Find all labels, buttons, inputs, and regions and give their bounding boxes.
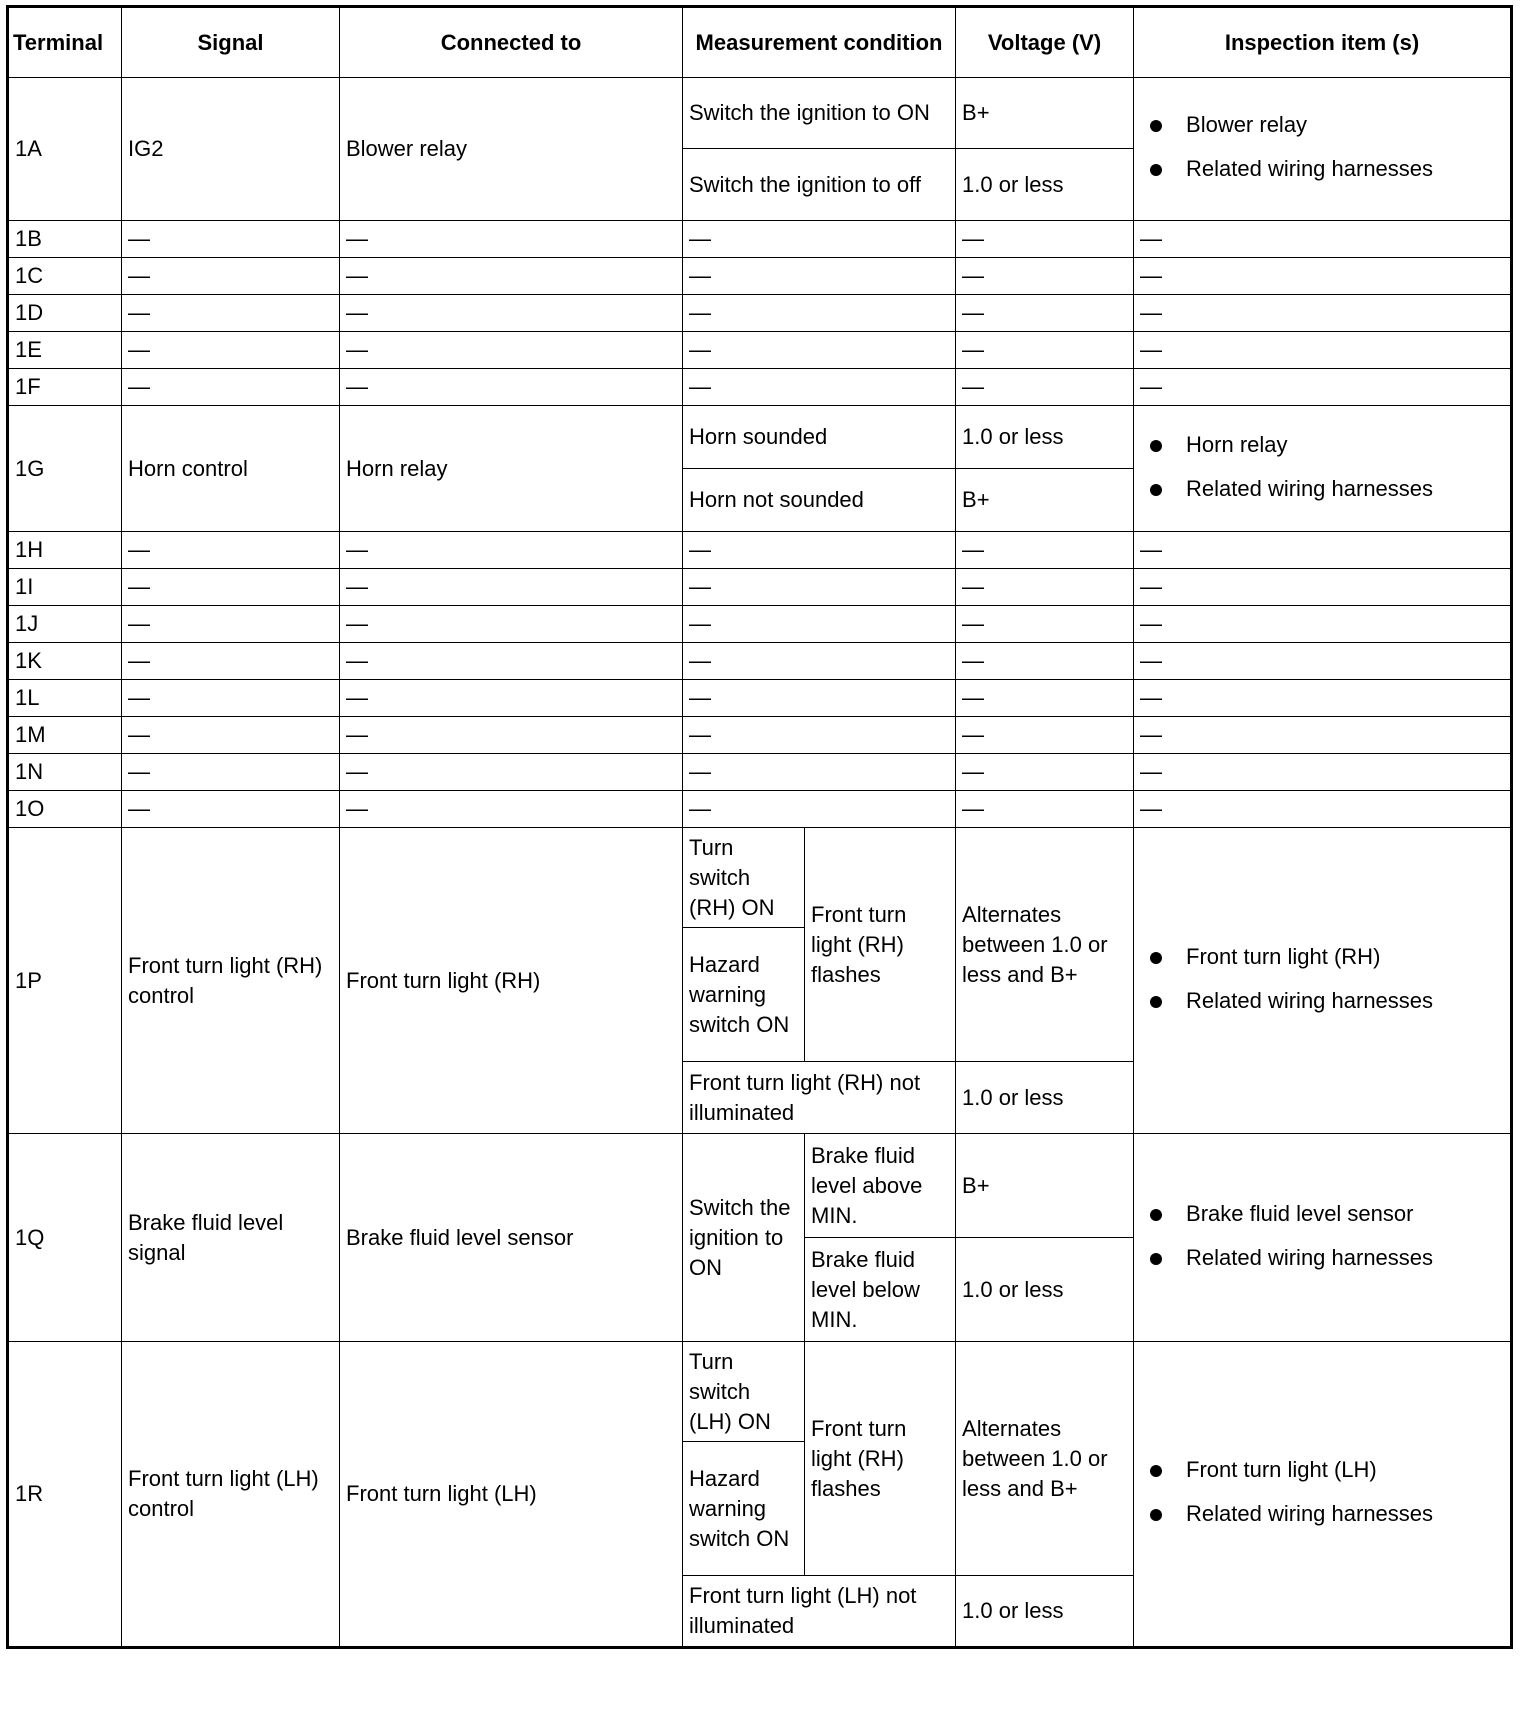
table-row — [8, 643, 1512, 680]
table-row — [8, 569, 1512, 606]
terminal-cell: 1R — [8, 1342, 122, 1648]
table-row — [8, 406, 1512, 469]
terminal-cell: 1N — [8, 754, 122, 791]
table-row — [8, 1342, 1512, 1442]
header-connected-to: Connected to — [340, 7, 683, 78]
dash-cell: — — [122, 643, 340, 680]
table-row — [8, 680, 1512, 717]
voltage-cell: B+ — [956, 78, 1134, 149]
dash-cell: — — [1134, 643, 1512, 680]
terminal-cell: 1H — [8, 532, 122, 569]
sub-condition-cell: Turn switch (LH) ON — [683, 1342, 805, 1442]
terminal-cell: 1K — [8, 643, 122, 680]
terminal-cell: 1E — [8, 332, 122, 369]
voltage-cell: 1.0 or less — [956, 406, 1134, 469]
sub-condition-cell: Turn switch (RH) ON — [683, 828, 805, 928]
voltage-cell: 1.0 or less — [956, 1062, 1134, 1134]
dash-cell: — — [340, 569, 683, 606]
dash-cell: — — [683, 754, 956, 791]
terminal-cell: 1P — [8, 828, 122, 1134]
terminal-cell: 1Q — [8, 1134, 122, 1342]
dash-cell: — — [683, 369, 956, 406]
header-row — [8, 7, 1512, 78]
terminal-cell: 1M — [8, 717, 122, 754]
dash-cell: — — [122, 221, 340, 258]
dash-cell: — — [956, 680, 1134, 717]
voltage-cell: 1.0 or less — [956, 1576, 1134, 1648]
voltage-cell: B+ — [956, 469, 1134, 532]
dash-cell: — — [1134, 258, 1512, 295]
connected-to-cell: Brake fluid level sensor — [340, 1134, 683, 1342]
dash-cell: — — [340, 791, 683, 828]
dash-cell: — — [956, 569, 1134, 606]
signal-cell: Brake fluid level signal — [122, 1134, 340, 1342]
signal-cell: IG2 — [122, 78, 340, 221]
table-row — [8, 791, 1512, 828]
dash-cell: — — [956, 221, 1134, 258]
dash-cell: — — [1134, 569, 1512, 606]
dash-cell: — — [122, 754, 340, 791]
dash-cell: — — [683, 643, 956, 680]
dash-cell: — — [956, 754, 1134, 791]
signal-cell: Horn control — [122, 406, 340, 532]
connected-to-cell: Horn relay — [340, 406, 683, 532]
inspection-item: Brake fluid level sensor — [1186, 1199, 1504, 1229]
dash-cell: — — [340, 754, 683, 791]
dash-cell: — — [122, 369, 340, 406]
inspection-item: Blower relay — [1186, 110, 1504, 140]
dash-cell: — — [340, 606, 683, 643]
sub-condition-cell: Brake fluid level above MIN. — [805, 1134, 956, 1238]
header-inspection-items: Inspection item (s) — [1134, 7, 1512, 78]
dash-cell: — — [122, 258, 340, 295]
inspection-item: Front turn light (RH) — [1186, 942, 1504, 972]
state-cell: Front turn light (RH) flashes — [805, 1342, 956, 1576]
condition-cell: Switch the ignition to ON — [683, 78, 956, 149]
dash-cell: — — [340, 643, 683, 680]
dash-cell: — — [956, 643, 1134, 680]
voltage-cell: B+ — [956, 1134, 1134, 1238]
table-row — [8, 828, 1512, 928]
inspection-cell — [1134, 1342, 1512, 1648]
dash-cell: — — [683, 791, 956, 828]
signal-cell: Front turn light (LH) control — [122, 1342, 340, 1648]
dash-cell: — — [122, 569, 340, 606]
dash-cell: — — [1134, 717, 1512, 754]
inspection-item: Related wiring harnesses — [1186, 154, 1504, 184]
inspection-cell — [1134, 78, 1512, 221]
dash-cell: — — [683, 295, 956, 332]
dash-cell: — — [1134, 332, 1512, 369]
sub-condition-cell: Brake fluid level below MIN. — [805, 1238, 956, 1342]
dash-cell: — — [683, 221, 956, 258]
table-row — [8, 606, 1512, 643]
dash-cell: — — [1134, 532, 1512, 569]
dash-cell: — — [122, 332, 340, 369]
table-row — [8, 717, 1512, 754]
dash-cell: — — [340, 680, 683, 717]
header-terminal: Terminal — [8, 7, 122, 78]
dash-cell: — — [683, 680, 956, 717]
table-row — [8, 754, 1512, 791]
terminal-cell: 1A — [8, 78, 122, 221]
dash-cell: — — [683, 532, 956, 569]
terminal-spec-table — [6, 5, 1513, 1649]
dash-cell: — — [122, 717, 340, 754]
dash-cell: — — [956, 717, 1134, 754]
condition-cell: Horn not sounded — [683, 469, 956, 532]
dash-cell: — — [956, 258, 1134, 295]
terminal-cell: 1G — [8, 406, 122, 532]
dash-cell: — — [340, 221, 683, 258]
inspection-item: Related wiring harnesses — [1186, 1243, 1504, 1273]
terminal-cell: 1F — [8, 369, 122, 406]
dash-cell: — — [956, 332, 1134, 369]
dash-cell: — — [340, 258, 683, 295]
sub-condition-cell: Hazard warning switch ON — [683, 1442, 805, 1576]
dash-cell: — — [683, 717, 956, 754]
dash-cell: — — [683, 258, 956, 295]
dash-cell: — — [1134, 369, 1512, 406]
dash-cell: — — [122, 532, 340, 569]
state-cell: Front turn light (RH) flashes — [805, 828, 956, 1062]
dash-cell: — — [1134, 680, 1512, 717]
dash-cell: — — [683, 332, 956, 369]
dash-cell: — — [122, 606, 340, 643]
header-signal: Signal — [122, 7, 340, 78]
voltage-cell: Alternates between 1.0 or less and B+ — [956, 828, 1134, 1062]
dash-cell: — — [122, 680, 340, 717]
sub-condition-cell: Hazard warning switch ON — [683, 928, 805, 1062]
inspection-item: Related wiring harnesses — [1186, 474, 1504, 504]
terminal-cell: 1O — [8, 791, 122, 828]
header-voltage: Voltage (V) — [956, 7, 1134, 78]
condition-cell: Switch the ignition to ON — [683, 1134, 805, 1342]
voltage-cell: Alternates between 1.0 or less and B+ — [956, 1342, 1134, 1576]
table-row — [8, 78, 1512, 149]
dash-cell: — — [340, 332, 683, 369]
inspection-item: Related wiring harnesses — [1186, 986, 1504, 1016]
terminal-cell: 1L — [8, 680, 122, 717]
connected-to-cell: Front turn light (LH) — [340, 1342, 683, 1648]
dash-cell: — — [956, 295, 1134, 332]
dash-cell: — — [956, 369, 1134, 406]
inspection-cell — [1134, 828, 1512, 1134]
dash-cell: — — [956, 532, 1134, 569]
dash-cell: — — [1134, 295, 1512, 332]
inspection-cell — [1134, 406, 1512, 532]
terminal-cell: 1C — [8, 258, 122, 295]
inspection-cell — [1134, 1134, 1512, 1342]
dash-cell: — — [1134, 606, 1512, 643]
dash-cell: — — [1134, 791, 1512, 828]
connected-to-cell: Blower relay — [340, 78, 683, 221]
dash-cell: — — [1134, 754, 1512, 791]
signal-cell: Front turn light (RH) control — [122, 828, 340, 1134]
dash-cell: — — [956, 606, 1134, 643]
condition-cell: Switch the ignition to off — [683, 149, 956, 221]
dash-cell: — — [122, 295, 340, 332]
terminal-cell: 1D — [8, 295, 122, 332]
terminal-cell: 1I — [8, 569, 122, 606]
inspection-item: Horn relay — [1186, 430, 1504, 460]
table-row — [8, 332, 1512, 369]
dash-cell: — — [340, 295, 683, 332]
dash-cell: — — [956, 791, 1134, 828]
voltage-cell: 1.0 or less — [956, 1238, 1134, 1342]
dash-cell: — — [340, 532, 683, 569]
terminal-cell: 1J — [8, 606, 122, 643]
terminal-table-wrapper — [6, 5, 1513, 1649]
header-measurement-condition: Measurement condition — [683, 7, 956, 78]
connected-to-cell: Front turn light (RH) — [340, 828, 683, 1134]
inspection-item: Front turn light (LH) — [1186, 1455, 1504, 1485]
dash-cell: — — [340, 369, 683, 406]
condition-cell: Front turn light (RH) not illuminated — [683, 1062, 956, 1134]
inspection-item: Related wiring harnesses — [1186, 1499, 1504, 1529]
voltage-cell: 1.0 or less — [956, 149, 1134, 221]
dash-cell: — — [683, 606, 956, 643]
table-row — [8, 258, 1512, 295]
table-row — [8, 369, 1512, 406]
table-row — [8, 1134, 1512, 1238]
dash-cell: — — [1134, 221, 1512, 258]
dash-cell: — — [340, 717, 683, 754]
dash-cell: — — [683, 569, 956, 606]
condition-cell: Front turn light (LH) not illuminated — [683, 1576, 956, 1648]
table-row — [8, 221, 1512, 258]
dash-cell: — — [122, 791, 340, 828]
table-row — [8, 295, 1512, 332]
terminal-cell: 1B — [8, 221, 122, 258]
table-row — [8, 532, 1512, 569]
condition-cell: Horn sounded — [683, 406, 956, 469]
